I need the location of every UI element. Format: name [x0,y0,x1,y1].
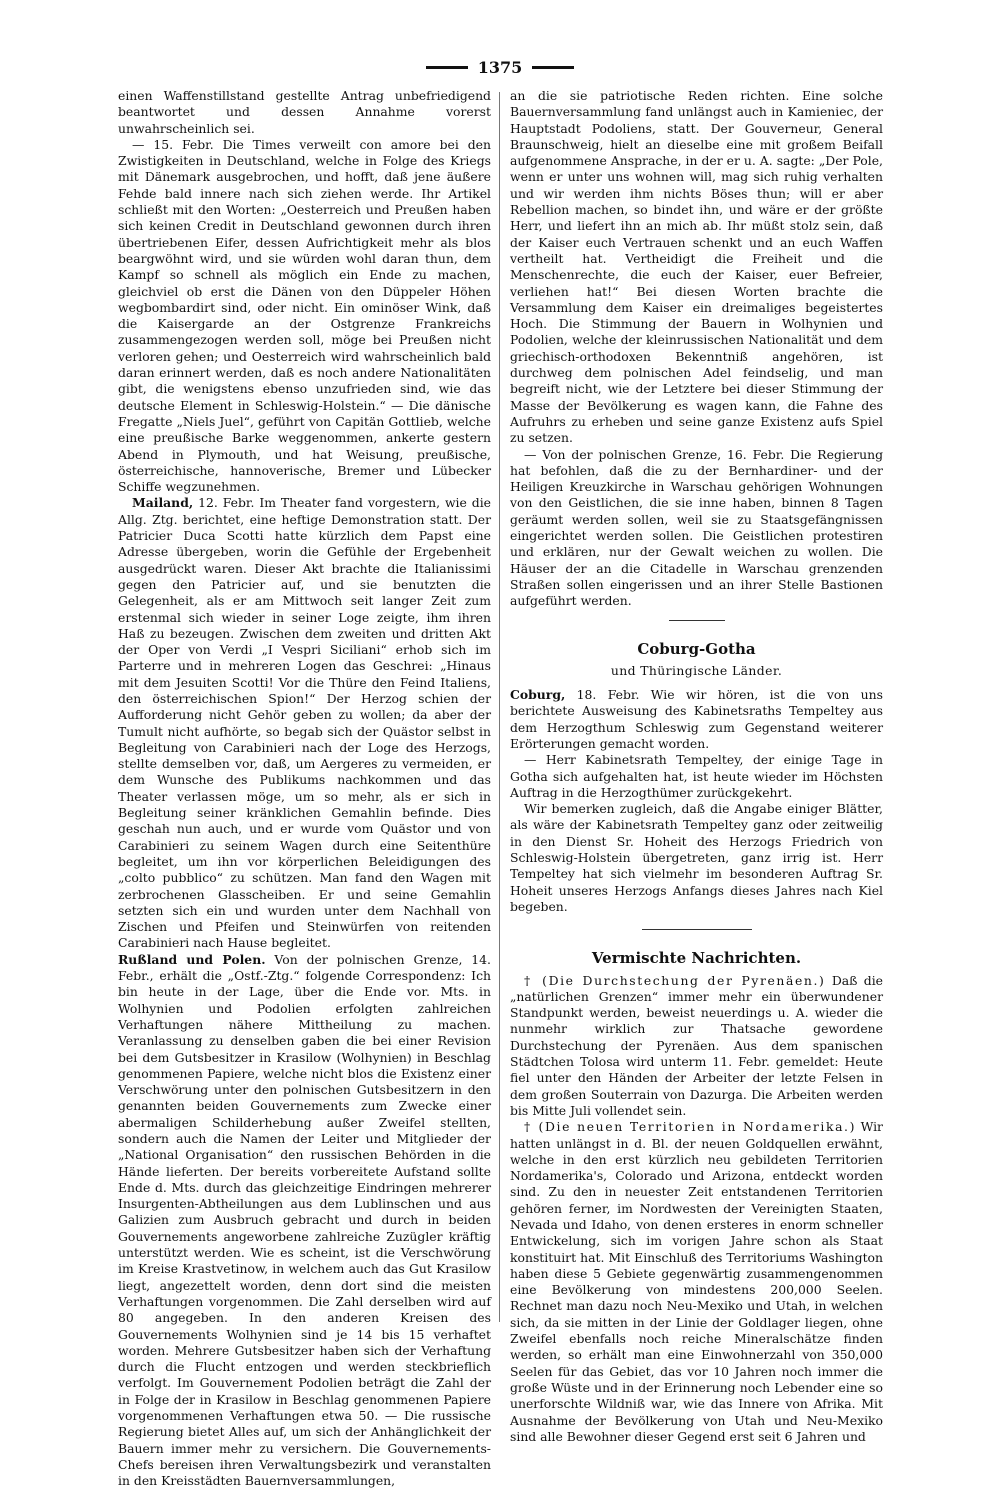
article-continuation: an die sie patriotische Reden richten. Eine solche Bauernversammlung fand unlängst auch in Kamieniec, der Hauptstadt Podoliens, statt. Der Gouverneur, General Braunschweig, hielt an dieselbe eine mit großem Beifall aufgenommene Ansprache, in der er u. A. sagte: „Der Pole, wenn er unter uns wohnen will, mag sich ruhig verhalten und wir werden ihm nichts Böses thun; will er aber Rebellion machen, so bindet ihn, und wäre er der größte Herr, und liefert ihn an mich ab. Ihr müßt stolz sein, daß der Kaiser euch Vertrauen schenkt und an euch Waffen vertheilt hat. Vertheidigt die Freiheit und die Menschenrechte, die euch der Kaiser, euer Befreier, verliehen hat!“ Bei diesen Worten brachte die Versammlung dem Kaiser ein dreimaliges begeistertes Hoch. Die Stimmung der Bauern in Wolhynien und Podolien, welche der kleinrussischen Nationalität und dem griechisch-orthodoxen Bekenntniß angehören, ist durchweg dem polnischen Adel feindselig, und man begreift nicht, wie der Letztere bei dieser Stimmung der Masse der Bevölkerung es wagen kann, die Fahne des Aufruhrs zu erheben und seine ganze Existenz aufs Spiel zu setzen. [510,88,883,446]
territories-heading: † (Die neuen Territorien in Nordamerika.) [524,1119,857,1135]
section-subtitle: und Thüringische Länder. [610,662,783,678]
section-title-miscellaneous: Vermischte Nachrichten. [591,949,802,968]
milan-article [118,495,491,951]
section-divider [642,929,752,930]
tempeltey-report: — Herr Kabinetsrath Tempeltey, der einige Tage in Gotha sich aufgehalten hat, ist heute wieder im Höchsten Auftrag in die Herzogthümer zurückgekehrt. [510,752,883,800]
right-column [510,88,883,1444]
dateline-coburg: Coburg, [510,687,566,703]
russia-poland-article [118,952,491,1490]
left-column [118,88,491,1489]
page-number: 1375 [477,58,523,77]
territories-article-text: Wir hatten unlängst in d. Bl. der neuen Goldquellen erwähnt, welche in den erst kürzlich neu gebildeten Territorien Nordamerika's, Colorado und Arizona, entdeckt worden sind. Zu den in neuester Zeit entstandenen Territorien gehören ferner, im Nordwesten der Vereinigten Staaten, Nevada und Idaho, von denen ersteres in enorm schneller Entwickelung, sich im vorigen Jahre schon als Staat konstituirt hat. Mit Einschluß des Territoriums Washington haben diese 5 Gebiete gegenwärtig zusammengenommen eine Bevölkerung von mindestens 200,000 Seelen. Rechnet man dazu noch Neu-Mexiko und Utah, in welchen sich, da sie mitten in der Linie der Goldlager liegen, ohne Zweifel ebenfalls noch reiche Mineralschätze finden werden, so erhält man eine Einwohnerzahl von 350,000 Seelen für das Gebiet, das vor 10 Jahren noch immer die große Wüste und in der Erinnerung noch Lebender eine so unerforschte Wildniß war, wie das Innere von Afrika. Mit Ausnahme der Bevölkerung von Utah und Neu-Mexiko sind alle Bewohner dieser Gegend erst seit 6 Jahren und [510,1119,883,1444]
article-continuation: einen Waffenstillstand gestellte Antrag unbefriedigend beantwortet und dessen Annahme vorerst unwahrscheinlich sei. [118,88,491,136]
column-divider [499,92,500,1322]
header-rule-left [426,66,468,69]
milan-article-text: 12. Febr. Im Theater fand vorgestern, wie die Allg. Ztg. berichtet, eine heftige Demonstration statt. Der Patricier Duca Scotti hatte kürzlich dem Papst eine Adresse übergeben, worin die Gefühle der Ergebenheit ausgedrückt waren. Dieser Akt brachte die Italianissimi gegen den Patricier auf, und sie benutzten die Gelegenheit, als er am Mittwoch seit langer Zeit zum erstenmal sich wieder in seiner Loge zeigte, ihm ihren Haß zu bezeugen. Zwischen dem zweiten und dritten Akt der Oper von Verdi „I Vespri Siciliani“ erhob sich im Parterre und in mehreren Logen das Geschrei: „Hinaus mit dem Jesuiten Scotti! Vor die Thüre den Feind Italiens, den österreichischen Spion!“ Der Herzog schien der Aufforderung nicht Gehör geben zu wollen; da aber der Tumult nicht aufhörte, so begab sich der Quästor selbst in Begleitung von Carabinieri nach der Loge des Herzogs, stellte demselben vor, daß, um Aergeres zu vermeiden, er dem Wunsche des Publikums nachkommen und das Theater verlassen möge, um so mehr, als er sich in Begleitung seiner kränklichen Gemahlin befinde. Dies geschah nun auch, und er wurde vom Quästor und von Carabinieri zu seinem Wagen durch eine Seitenthüre begleitet, um ihn vor körperlichen Beleidigungen des „colto pubblico“ zu schützen. Man fand den Wagen mit zerbrochenen Glasscheiben. Er und seine Gemahlin setzten sich ein und wurden unter dem Nachhall von Zischen und Pfeifen und Steinwürfen von reitenden Carabinieri nach Hause begleitet. [118,495,491,951]
pyrenees-article-text: Daß die „natürlichen Grenzen“ immer mehr ein überwundener Standpunkt werden, beweist neuerdings u. A. wieder die nunmehr wirklich zur Thatsache gewordene Durchstechung der Pyrenäen. Aus dem spanischen Städtchen Tolosa wird unterm 11. Febr. gemeldet: Heute fiel unter den Händen der Arbeiter der letzte Felsen in dem großen Souterrain von Dazurga. Die Arbeiten werden bis Mitte Juli vollendet sein. [510,972,883,1118]
coburg-article-text: 18. Febr. Wie wir hören, ist die von uns berichtete Ausweisung des Kabinetsraths Tempeltey aus dem Herzogthum Schleswig zum Gegenstand weiterer Erörterungen gemacht worden. [510,687,883,751]
tempeltey-note: Wir bemerken zugleich, daß die Angabe einiger Blätter, als wäre der Kabinetsrath Tempeltey ganz oder zeitweilig in den Dienst Sr. Hoheit des Herzogs Friedrich von Schleswig-Holstein übergetreten, ganz irrig ist. Herr Tempeltey hat sich vielmehr im besonderen Auftrag Sr. Hoheit unseres Herzogs Anfangs dieses Jahres nach Kiel begeben. [510,801,883,914]
coburg-article [510,687,883,752]
russia-poland-article-text: Von der polnischen Grenze, 14. Febr., erhält die „Ostf.-Ztg.“ folgende Correspondenz: Ich bin heute in der Lage, über die Ende vor. Mts. in Wolhynien und Podolien erfolgten zahlreichen Verhaftungen nähere Mittheilung zu machen. Veranlassung zu denselben gaben die bei einer Revision bei dem Gutsbesitzer in Krasilow (Wolhynien) in Beschlag genommenen Papiere, welche nicht blos die Existenz einer Verschwörung unter den polnischen Gutsbesitzern in den genannten beiden Gouvernements zum Zwecke einer abermaligen Schilderhebung außer Zweifel stellten, sondern auch die Namen der Leiter und Mitglieder der „National Organisation“ den russischen Behörden in die Hände lieferten. Der bereits vorbereitete Aufstand sollte Ende d. Mts. durch das gleichzeitige Eindringen mehrerer Insurgenten-Abtheilungen aus dem Lublinschen und aus Galizien zum Ausbruch gebracht und durch in beiden Gouvernements angeworbene zahlreiche Zuzügler kräftig unterstützt werden. Wie es scheint, ist die Verschwörung im Kreise Krastvetinow, in welchem auch das Gut Krasilow liegt, angezettelt worden, denn dort sind die meisten Verhaftungen vorgenommen. Die Zahl derselben wird auf 80 angegeben. In den anderen Kreisen des Gouvernements Wolhynien sind je 14 bis 15 verhaftet worden. Mehrere Gutsbesitzer haben sich der Verhaftung durch die Flucht entzogen und werden steckbrieflich verfolgt. Im Gouvernement Podolien beträgt die Zahl der in Folge der in Krasilow in Beschlag genommenen Papiere vorgenommenen Verhaftungen etwa 50. — Die russische Regierung bietet Alles auf, um sich der Anhänglichkeit der Bauern immer mehr zu versichern. Die Gouvernements-Chefs bereisen ihren Verwaltungsbezirk und veranstalten in den Kreisstädten Bauernversammlungen, [118,951,491,1489]
dateline-russia-poland: Rußland und Polen. [118,951,266,967]
territories-article [510,1119,883,1445]
dateline-milan: Mailand, [132,495,194,511]
page-header [0,58,1000,77]
times-report: — 15. Febr. Die Times verweilt con amore bei den Zwistigkeiten in Deutschland, welche in Folge des Kriegs mit Dänemark ausgebrochen, und hofft, daß jene äußere Fehde bald innere nach sich ziehen werde. Ihr Artikel schließt mit den Worten: „Oesterreich und Preußen haben sich keinen Credit in Deutschland gewonnen durch ihren übertriebenen Eifer, dessen Aufrichtigkeit mehr als blos beargwöhnt wird, und sie würden wohl daran thun, dem Kampf so schnell als möglich ein Ende zu machen, gleichviel ob erst die Dänen von den Düppeler Höhen wegbombardirt sind, oder nicht. Ein ominöser Wink, daß die Kaisergarde an der Ostgrenze Frankreichs zusammengezogen werden soll, möge bei Preußen nicht verloren gehen; und Oesterreich wird wahrscheinlich bald daran erinnert werden, daß es noch andere Nationalitäten gibt, die wenigstens ebenso unzufrieden sind, wie das deutsche Element in Schleswig-Holstein.“ — Die dänische Fregatte „Niels Juel“, geführt von Capitän Gottlieb, welche eine preußische Barke weggenommen, ankerte gestern Abend in Plymouth, und hat Weisung, preußische, österreichische, hannoverische, Bremer und Lübecker Schiffe wegzunehmen. [118,136,491,495]
pyrenees-article [510,973,883,1120]
section-divider [669,620,725,621]
polish-border-report: — Von der polnischen Grenze, 16. Febr. Die Regierung hat befohlen, daß die zu der Bernhardiner- und der Heiligen Kreuzkirche in Warschau gehörigen Wohnungen von den Geistlichen, die sie inne haben, binnen 8 Tagen geräumt werden sollen, weil sie zu Staatsgefängnissen eingerichtet werden sollen. Die Geistlichen protestiren und erklären, nur der Gewalt weichen zu wollen. Die Häuser der an die Citadelle in Warschau grenzenden Straßen sollen eingerissen und an ihrer Stelle Bastionen aufgeführt werden. [510,446,883,609]
header-rule-right [532,66,574,69]
pyrenees-heading: † (Die Durchstechung der Pyrenäen.) [524,972,826,988]
section-title-coburg-gotha: Coburg-Gotha [637,639,756,658]
